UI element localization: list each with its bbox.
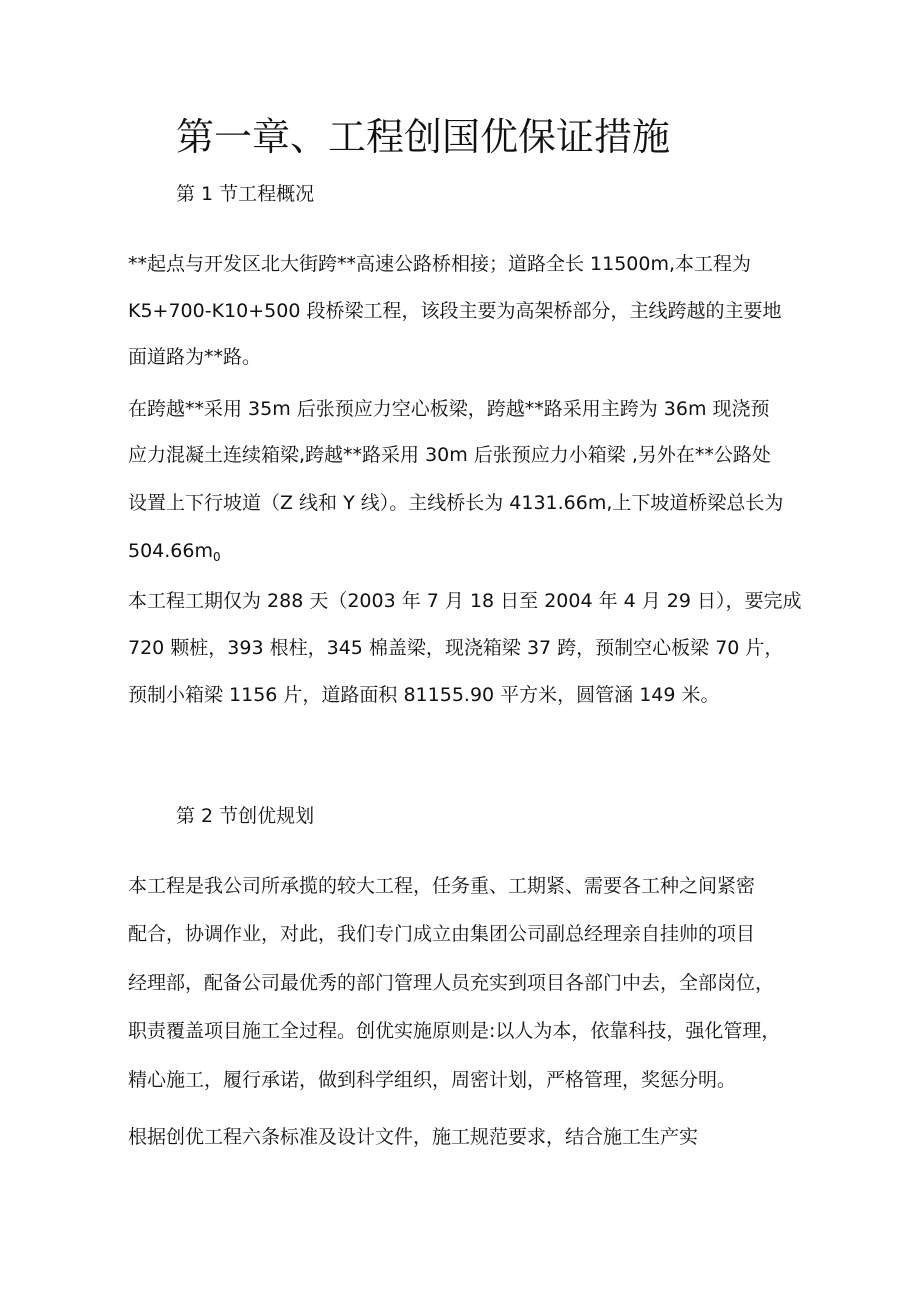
section-1-heading: 第 1 节工程概况 [176,183,315,205]
paragraph-line: 预制小箱梁 1156 片，道路面积 81155.90 平方米，圆管涵 149 米。 [128,684,720,706]
paragraph-line: 面道路为**路。 [128,346,262,368]
paragraph-line: 精心施工，履行承诺，做到科学组织，周密计划，严格管理，奖惩分明。 [128,1069,737,1091]
subscript-zero: 0 [213,550,221,564]
paragraph-line: 在跨越**采用 35m 后张预应力空心板梁，跨越**路采用主跨为 36m 现浇预 [128,398,770,420]
chapter-title: 第一章、工程创国优保证措施 [176,115,671,159]
paragraph-line: 设置上下行坡道（Z 线和 Y 线）。主线桥长为 4131.66m,上下坡道桥梁总长为 [128,492,784,514]
paragraph-line: 职责覆盖项目施工全过程。创优实施原则是:以人为本，依靠科技，强化管理， [128,1020,781,1042]
paragraph-line: 配合，协调作业，对此，我们专门成立由集团公司副总经理亲自挂帅的项目 [128,923,756,945]
section-2-heading: 第 2 节创优规划 [176,805,315,827]
paragraph-line: 根据创优工程六条标准及设计文件，施工规范要求，结合施工生产实 [128,1126,699,1148]
paragraph-line: 本工程是我公司所承揽的较大工程，任务重、工期紧、需要各工种之间紧密 [128,875,756,897]
paragraph-line: 应力混凝土连续箱梁,跨越**路采用 30m 后张预应力小箱梁 ,另外在**公路处 [128,444,771,466]
paragraph-line-text: 504.66m [128,540,213,562]
paragraph-line-with-subscript [128,537,221,571]
paragraph-line: 本工程工期仅为 288 天（2003 年 7 月 18 日至 2004 年 4 月 29 日），要完成 [128,590,802,612]
paragraph-line: **起点与开发区北大街跨**高速公路桥相接；道路全长 11500m,本工程为 [128,253,752,275]
paragraph-line: 720 颗桩，393 根柱，345 棉盖梁，现浇箱梁 37 跨，预制空心板梁 70 片， [128,637,784,659]
paragraph-line: K5+700-K10+500 段桥梁工程，该段主要为高架桥部分，主线跨越的主要地 [128,300,782,322]
paragraph-line: 经理部，配备公司最优秀的部门管理人员充实到项目各部门中去，全部岗位， [128,972,775,994]
